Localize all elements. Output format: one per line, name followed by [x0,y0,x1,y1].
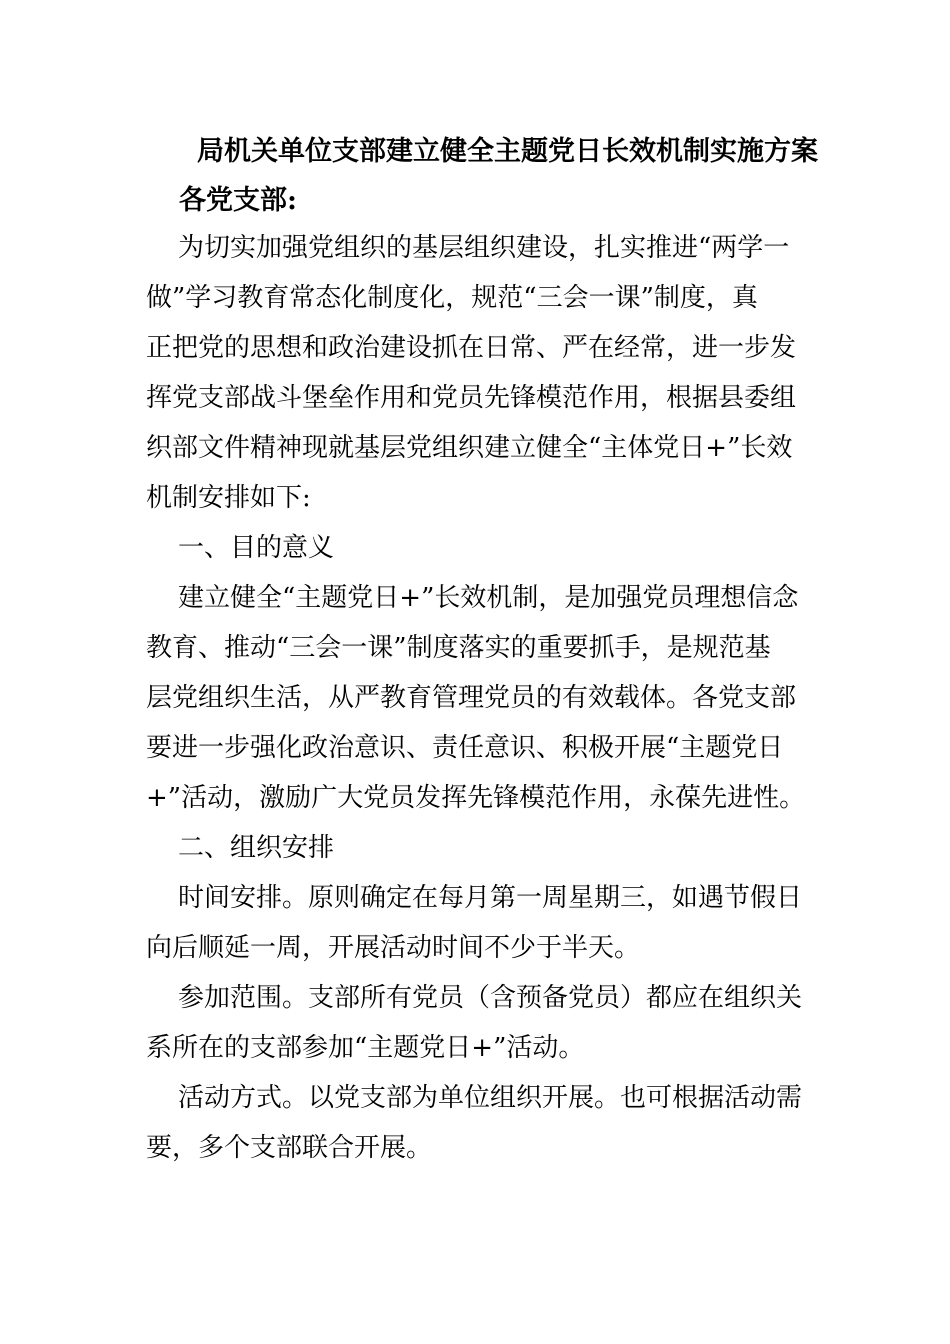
body-line: 教育、推动“三会一课”制度落实的重要抓手，是规范基 [146,633,771,663]
body-line: 正把党的思想和政治建设抓在日常、严在经常，进一步发 [146,333,797,363]
body-line: 层党组织生活，从严教育管理党员的有效载体。各党支部 [146,683,797,713]
body-line: 要进一步强化政治意识、责任意识、积极开展“主题党日 [146,733,784,763]
section-heading: 二、组织安排 [178,833,335,863]
section-heading: 一、目的意义 [178,533,335,563]
body-line: 做”学习教育常态化制度化，规范“三会一课”制度，真 [146,283,758,313]
body-line: 为切实加强党组织的基层组织建设，扎实推进“两学一 [178,233,790,263]
body-line: 时间安排。原则确定在每月第一周星期三，如遇节假日 [178,883,803,913]
document-body [146,223,806,1173]
body-line: 机制安排如下: [146,483,311,513]
body-line: 参加范围。支部所有党员（含预备党员）都应在组织关 [178,983,803,1013]
body-line: 要，多个支部联合开展。 [146,1133,433,1163]
body-line: 活动方式。以党支部为单位组织开展。也可根据活动需 [178,1083,803,1113]
document-title: 局机关单位支部建立健全主题党日长效机制实施方案 [197,136,818,167]
body-line: +”活动，激励广大党员发挥先锋模范作用，永葆先进性。 [146,783,806,813]
salutation: 各党支部: [179,185,297,216]
body-line: 建立健全“主题党日+”长效机制，是加强党员理想信念 [178,583,799,613]
body-line: 织部文件精神现就基层党组织建立健全“主体党日+”长效 [146,433,793,463]
body-line: 挥党支部战斗堡垒作用和党员先锋模范作用，根据县委组 [146,383,797,413]
body-line: 系所在的支部参加“主题党日+”活动。 [146,1033,585,1063]
body-line: 向后顺延一周，开展活动时间不少于半天。 [146,933,641,963]
